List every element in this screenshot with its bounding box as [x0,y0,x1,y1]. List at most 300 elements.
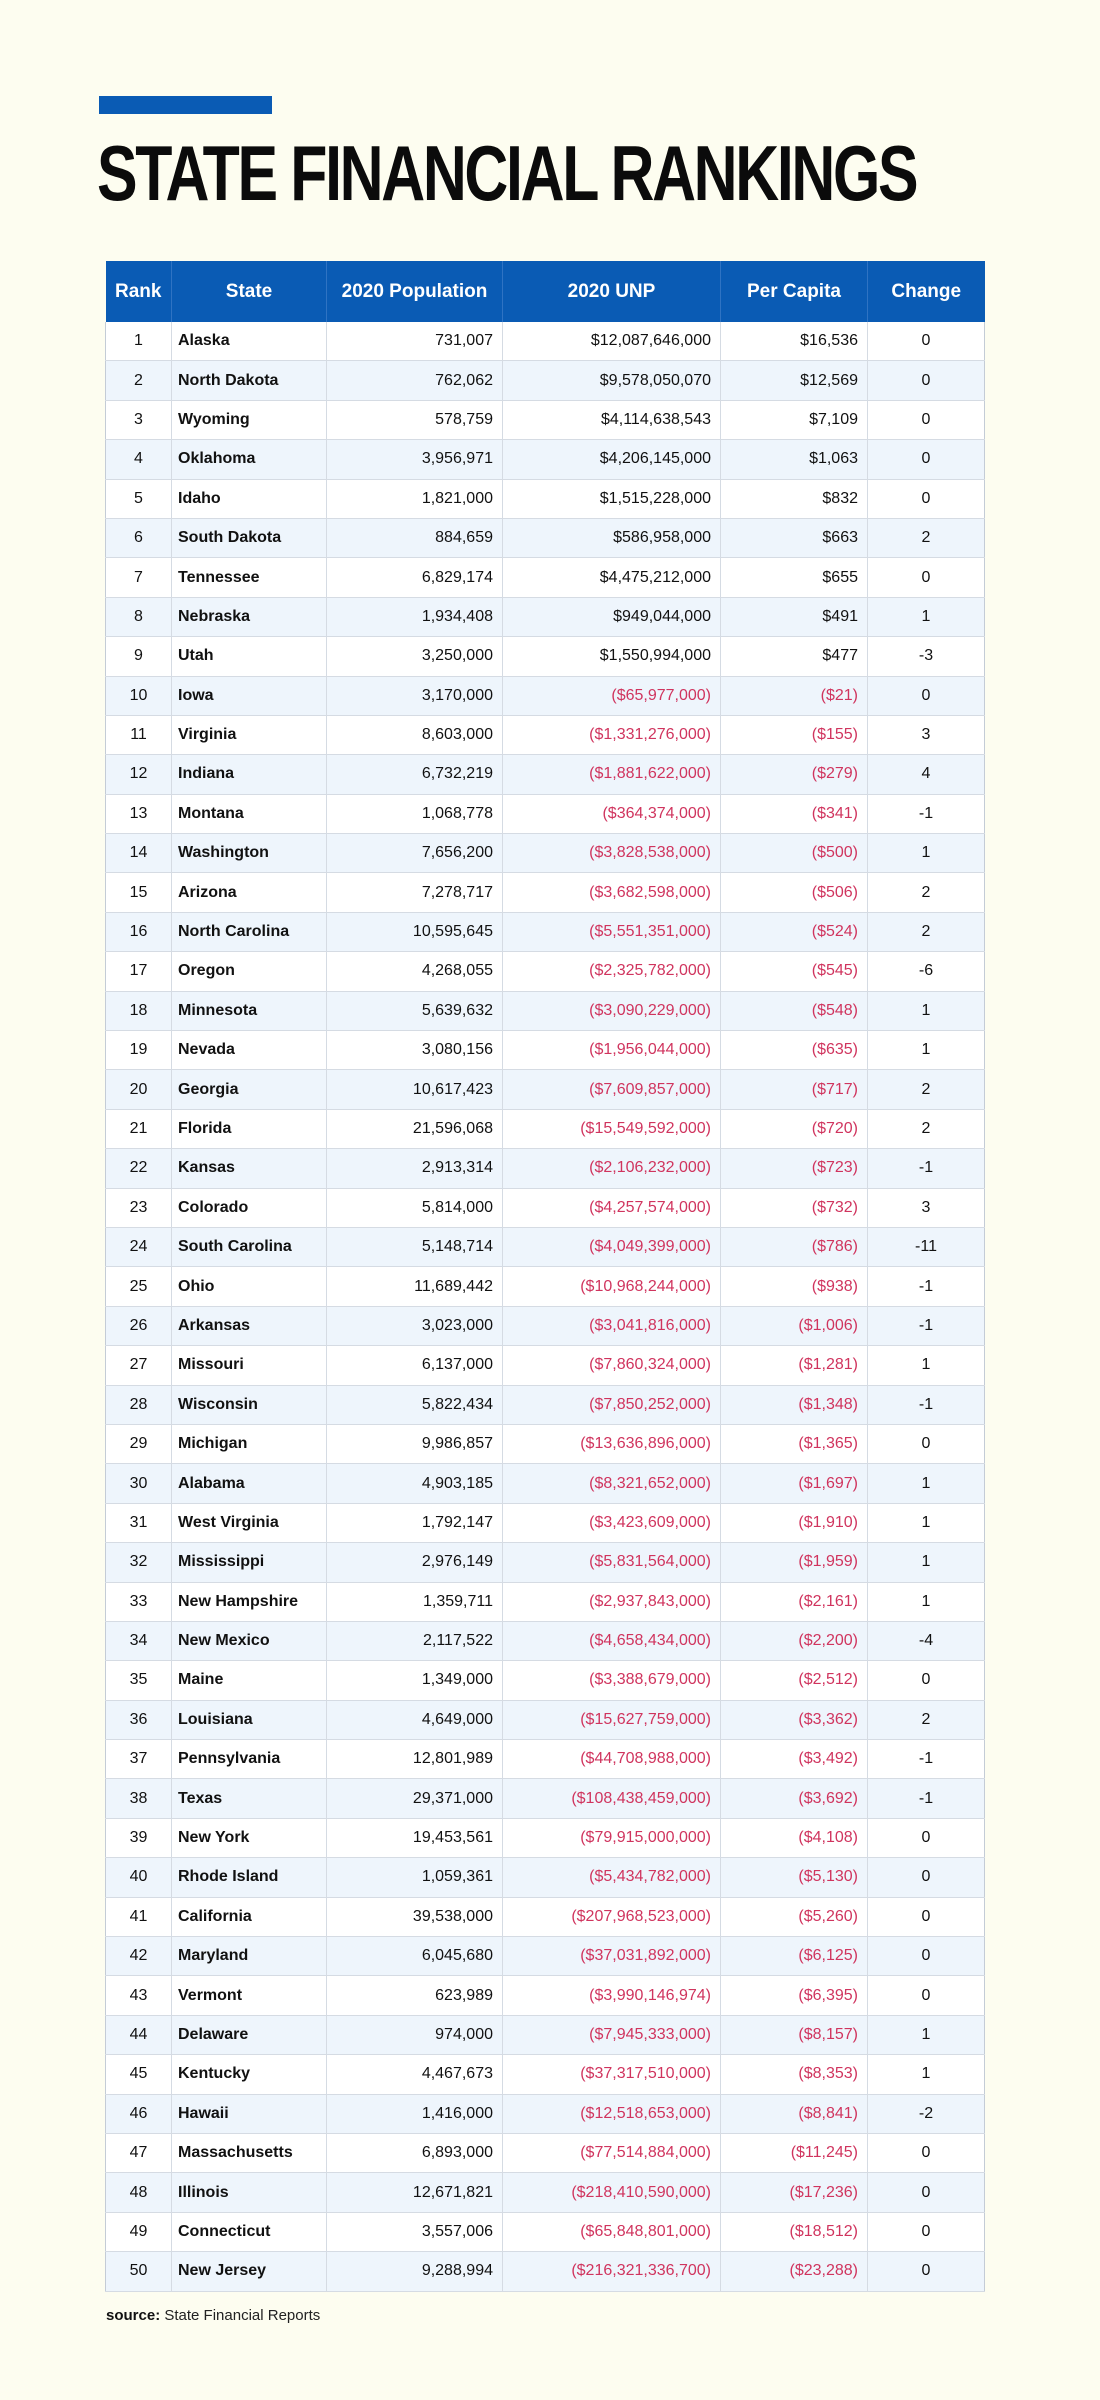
table-row [106,952,985,991]
table-row [106,2094,985,2133]
rank-cell: 38 [106,1779,172,1818]
table-row [106,1346,985,1385]
per-capita-cell: ($6,125) [721,1937,868,1976]
per-capita-cell: $7,109 [721,400,868,439]
state-cell: New York [172,1818,327,1857]
rank-cell: 16 [106,912,172,951]
rank-cell: 31 [106,1503,172,1542]
unp-cell: $4,475,212,000 [503,558,721,597]
per-capita-cell: ($8,353) [721,2055,868,2094]
unp-cell: ($44,708,988,000) [503,1740,721,1779]
change-cell: -4 [868,1621,985,1660]
state-cell: Alaska [172,322,327,361]
rank-cell: 28 [106,1385,172,1424]
per-capita-cell: $655 [721,558,868,597]
rank-cell: 50 [106,2252,172,2291]
per-capita-cell: ($548) [721,991,868,1030]
state-cell: New Jersey [172,2252,327,2291]
unp-cell: ($15,549,592,000) [503,1109,721,1148]
change-cell: 0 [868,1976,985,2015]
per-capita-cell: ($732) [721,1188,868,1227]
per-capita-cell: ($545) [721,952,868,991]
unp-cell: ($37,317,510,000) [503,2055,721,2094]
unp-cell: ($1,881,622,000) [503,755,721,794]
table-row [106,755,985,794]
unp-cell: ($5,831,564,000) [503,1543,721,1582]
page-title: STATE FINANCIAL RANKINGS [97,129,917,217]
per-capita-cell: ($341) [721,794,868,833]
state-cell: Rhode Island [172,1858,327,1897]
unp-cell: ($4,049,399,000) [503,1227,721,1266]
rank-cell: 21 [106,1109,172,1148]
change-cell: -1 [868,794,985,833]
unp-cell: ($3,041,816,000) [503,1306,721,1345]
population-cell: 9,986,857 [327,1424,503,1463]
per-capita-cell: ($1,365) [721,1424,868,1463]
unp-cell: ($7,850,252,000) [503,1385,721,1424]
state-cell: Nevada [172,1031,327,1070]
per-capita-cell: $663 [721,518,868,557]
table-row [106,597,985,636]
table-row [106,518,985,557]
unp-cell: ($13,636,896,000) [503,1424,721,1463]
rank-cell: 27 [106,1346,172,1385]
change-cell: -1 [868,1779,985,1818]
rank-cell: 32 [106,1543,172,1582]
state-cell: North Carolina [172,912,327,951]
table-row [106,1543,985,1582]
rank-cell: 30 [106,1464,172,1503]
state-cell: Michigan [172,1424,327,1463]
population-cell: 6,732,219 [327,755,503,794]
state-cell: New Mexico [172,1621,327,1660]
unp-cell: ($207,968,523,000) [503,1897,721,1936]
column-header: State [172,261,327,322]
change-cell: 0 [868,322,985,361]
rank-cell: 26 [106,1306,172,1345]
population-cell: 1,416,000 [327,2094,503,2133]
per-capita-cell: ($279) [721,755,868,794]
state-cell: Utah [172,637,327,676]
rank-cell: 47 [106,2133,172,2172]
table-row [106,1818,985,1857]
table-row [106,1227,985,1266]
unp-cell: ($65,848,801,000) [503,2212,721,2251]
per-capita-cell: ($17,236) [721,2173,868,2212]
unp-cell: ($2,106,232,000) [503,1149,721,1188]
unp-cell: ($4,658,434,000) [503,1621,721,1660]
table-row [106,2212,985,2251]
change-cell: 1 [868,1582,985,1621]
population-cell: 5,822,434 [327,1385,503,1424]
state-cell: Minnesota [172,991,327,1030]
rank-cell: 24 [106,1227,172,1266]
column-header: 2020 Population [327,261,503,322]
rank-cell: 2 [106,361,172,400]
change-cell: -3 [868,637,985,676]
table-row [106,1779,985,1818]
unp-cell: ($218,410,590,000) [503,2173,721,2212]
rank-cell: 6 [106,518,172,557]
change-cell: 2 [868,1070,985,1109]
per-capita-cell: ($155) [721,715,868,754]
rank-cell: 39 [106,1818,172,1857]
state-cell: Florida [172,1109,327,1148]
rank-cell: 48 [106,2173,172,2212]
column-header: Per Capita [721,261,868,322]
rank-cell: 22 [106,1149,172,1188]
state-cell: Washington [172,834,327,873]
table-row [106,2015,985,2054]
change-cell: -1 [868,1385,985,1424]
population-cell: 974,000 [327,2015,503,2054]
population-cell: 21,596,068 [327,1109,503,1148]
population-cell: 6,137,000 [327,1346,503,1385]
change-cell: 1 [868,1031,985,1070]
change-cell: -11 [868,1227,985,1266]
state-cell: Oklahoma [172,440,327,479]
unp-cell: $4,114,638,543 [503,400,721,439]
table-row [106,1937,985,1976]
population-cell: 12,801,989 [327,1740,503,1779]
population-cell: 3,170,000 [327,676,503,715]
state-cell: Delaware [172,2015,327,2054]
per-capita-cell: ($6,395) [721,1976,868,2015]
state-cell: Illinois [172,2173,327,2212]
rank-cell: 5 [106,479,172,518]
change-cell: -1 [868,1149,985,1188]
unp-cell: ($216,321,336,700) [503,2252,721,2291]
title-accent-bar [99,96,272,114]
unp-cell: ($5,434,782,000) [503,1858,721,1897]
table-row [106,2252,985,2291]
table-row [106,2133,985,2172]
population-cell: 1,934,408 [327,597,503,636]
state-cell: California [172,1897,327,1936]
unp-cell: ($7,860,324,000) [503,1346,721,1385]
unp-cell: ($7,945,333,000) [503,2015,721,2054]
table-row [106,2173,985,2212]
per-capita-cell: ($938) [721,1267,868,1306]
rankings-table-container [105,261,984,2292]
per-capita-cell: ($723) [721,1149,868,1188]
per-capita-cell: ($1,959) [721,1543,868,1582]
population-cell: 7,278,717 [327,873,503,912]
population-cell: 1,359,711 [327,1582,503,1621]
state-cell: South Dakota [172,518,327,557]
table-row [106,400,985,439]
population-cell: 2,976,149 [327,1543,503,1582]
change-cell: 0 [868,1937,985,1976]
per-capita-cell: ($3,362) [721,1700,868,1739]
table-row [106,1306,985,1345]
unp-cell: ($364,374,000) [503,794,721,833]
unp-cell: ($65,977,000) [503,676,721,715]
state-cell: Kentucky [172,2055,327,2094]
per-capita-cell: ($5,260) [721,1897,868,1936]
rank-cell: 15 [106,873,172,912]
population-cell: 2,913,314 [327,1149,503,1188]
change-cell: 1 [868,1464,985,1503]
population-cell: 29,371,000 [327,1779,503,1818]
population-cell: 10,595,645 [327,912,503,951]
change-cell: 1 [868,834,985,873]
rank-cell: 25 [106,1267,172,1306]
change-cell: 2 [868,873,985,912]
population-cell: 4,268,055 [327,952,503,991]
population-cell: 5,639,632 [327,991,503,1030]
population-cell: 10,617,423 [327,1070,503,1109]
population-cell: 5,148,714 [327,1227,503,1266]
state-cell: Missouri [172,1346,327,1385]
population-cell: 11,689,442 [327,1267,503,1306]
state-cell: Connecticut [172,2212,327,2251]
column-header: Change [868,261,985,322]
table-row [106,991,985,1030]
rank-cell: 20 [106,1070,172,1109]
per-capita-cell: ($1,910) [721,1503,868,1542]
table-row [106,834,985,873]
rank-cell: 12 [106,755,172,794]
change-cell: 0 [868,676,985,715]
per-capita-cell: $477 [721,637,868,676]
population-cell: 2,117,522 [327,1621,503,1660]
per-capita-cell: ($3,492) [721,1740,868,1779]
state-cell: Ohio [172,1267,327,1306]
change-cell: 2 [868,518,985,557]
change-cell: 1 [868,1503,985,1542]
state-cell: Arizona [172,873,327,912]
state-cell: Montana [172,794,327,833]
population-cell: 3,023,000 [327,1306,503,1345]
population-cell: 3,956,971 [327,440,503,479]
unp-cell: ($2,325,782,000) [503,952,721,991]
rank-cell: 14 [106,834,172,873]
population-cell: 6,893,000 [327,2133,503,2172]
table-row [106,715,985,754]
change-cell: 1 [868,597,985,636]
per-capita-cell: $1,063 [721,440,868,479]
unp-cell: ($1,956,044,000) [503,1031,721,1070]
rank-cell: 1 [106,322,172,361]
rank-cell: 23 [106,1188,172,1227]
state-cell: Hawaii [172,2094,327,2133]
per-capita-cell: $491 [721,597,868,636]
table-row [106,558,985,597]
population-cell: 4,903,185 [327,1464,503,1503]
table-row [106,1464,985,1503]
change-cell: 0 [868,2212,985,2251]
rank-cell: 18 [106,991,172,1030]
per-capita-cell: ($18,512) [721,2212,868,2251]
unp-cell: ($3,828,538,000) [503,834,721,873]
change-cell: -1 [868,1267,985,1306]
state-cell: New Hampshire [172,1582,327,1621]
population-cell: 4,467,673 [327,2055,503,2094]
table-row [106,1070,985,1109]
rank-cell: 42 [106,1937,172,1976]
table-row [106,1621,985,1660]
change-cell: 1 [868,1543,985,1582]
rank-cell: 40 [106,1858,172,1897]
change-cell: 0 [868,2173,985,2212]
change-cell: -1 [868,1740,985,1779]
population-cell: 3,250,000 [327,637,503,676]
unp-cell: ($8,321,652,000) [503,1464,721,1503]
table-row [106,440,985,479]
table-row [106,1976,985,2015]
unp-cell: ($5,551,351,000) [503,912,721,951]
state-cell: Pennsylvania [172,1740,327,1779]
population-cell: 6,045,680 [327,1937,503,1976]
per-capita-cell: $16,536 [721,322,868,361]
rank-cell: 45 [106,2055,172,2094]
unp-cell: $1,515,228,000 [503,479,721,518]
change-cell: -6 [868,952,985,991]
unp-cell: ($1,331,276,000) [503,715,721,754]
state-cell: Kansas [172,1149,327,1188]
change-cell: 4 [868,755,985,794]
change-cell: 0 [868,400,985,439]
rank-cell: 34 [106,1621,172,1660]
unp-cell: ($37,031,892,000) [503,1937,721,1976]
table-row [106,1424,985,1463]
population-cell: 1,792,147 [327,1503,503,1542]
rank-cell: 17 [106,952,172,991]
rank-cell: 4 [106,440,172,479]
unp-cell: $9,578,050,070 [503,361,721,400]
population-cell: 623,989 [327,1976,503,2015]
population-cell: 3,557,006 [327,2212,503,2251]
population-cell: 9,288,994 [327,2252,503,2291]
table-row [106,637,985,676]
population-cell: 5,814,000 [327,1188,503,1227]
per-capita-cell: ($4,108) [721,1818,868,1857]
rank-cell: 49 [106,2212,172,2251]
rank-cell: 13 [106,794,172,833]
column-header: 2020 UNP [503,261,721,322]
change-cell: 2 [868,1700,985,1739]
state-cell: North Dakota [172,361,327,400]
population-cell: 578,759 [327,400,503,439]
rank-cell: 36 [106,1700,172,1739]
state-cell: West Virginia [172,1503,327,1542]
unp-cell: $1,550,994,000 [503,637,721,676]
state-cell: Oregon [172,952,327,991]
change-cell: 0 [868,440,985,479]
change-cell: 0 [868,1424,985,1463]
table-row [106,322,985,361]
unp-cell: ($2,937,843,000) [503,1582,721,1621]
state-cell: Maine [172,1661,327,1700]
unp-cell: ($12,518,653,000) [503,2094,721,2133]
population-cell: 3,080,156 [327,1031,503,1070]
rank-cell: 46 [106,2094,172,2133]
table-row [106,479,985,518]
state-cell: Nebraska [172,597,327,636]
per-capita-cell: ($8,841) [721,2094,868,2133]
per-capita-cell: ($8,157) [721,2015,868,2054]
state-cell: Idaho [172,479,327,518]
rankings-table [105,261,985,2292]
table-header-row [106,261,985,322]
state-cell: Indiana [172,755,327,794]
per-capita-cell: ($21) [721,676,868,715]
rank-cell: 19 [106,1031,172,1070]
table-row [106,1149,985,1188]
rank-cell: 9 [106,637,172,676]
rank-cell: 44 [106,2015,172,2054]
change-cell: 2 [868,1109,985,1148]
rank-cell: 43 [106,1976,172,2015]
population-cell: 731,007 [327,322,503,361]
change-cell: 0 [868,558,985,597]
table-row [106,1385,985,1424]
per-capita-cell: ($1,697) [721,1464,868,1503]
unp-cell: ($10,968,244,000) [503,1267,721,1306]
change-cell: 0 [868,479,985,518]
table-row [106,1503,985,1542]
state-cell: Iowa [172,676,327,715]
unp-cell: ($3,388,679,000) [503,1661,721,1700]
table-row [106,676,985,715]
change-cell: 1 [868,2015,985,2054]
state-cell: Maryland [172,1937,327,1976]
source-note [106,2307,320,2324]
rank-cell: 35 [106,1661,172,1700]
unp-cell: ($79,915,000,000) [503,1818,721,1857]
population-cell: 8,603,000 [327,715,503,754]
per-capita-cell: ($3,692) [721,1779,868,1818]
state-cell: Louisiana [172,1700,327,1739]
table-row [106,1109,985,1148]
state-cell: South Carolina [172,1227,327,1266]
state-cell: Virginia [172,715,327,754]
change-cell: 0 [868,1858,985,1897]
per-capita-cell: ($2,161) [721,1582,868,1621]
table-row [106,794,985,833]
unp-cell: ($3,423,609,000) [503,1503,721,1542]
state-cell: Alabama [172,1464,327,1503]
rank-cell: 37 [106,1740,172,1779]
per-capita-cell: ($524) [721,912,868,951]
rank-cell: 3 [106,400,172,439]
population-cell: 12,671,821 [327,2173,503,2212]
per-capita-cell: ($720) [721,1109,868,1148]
population-cell: 39,538,000 [327,1897,503,1936]
change-cell: -1 [868,1306,985,1345]
population-cell: 1,068,778 [327,794,503,833]
population-cell: 884,659 [327,518,503,557]
population-cell: 762,062 [327,361,503,400]
rank-cell: 29 [106,1424,172,1463]
state-cell: Arkansas [172,1306,327,1345]
per-capita-cell: ($23,288) [721,2252,868,2291]
change-cell: 0 [868,1897,985,1936]
change-cell: 3 [868,1188,985,1227]
table-row [106,1267,985,1306]
unp-cell: ($108,438,459,000) [503,1779,721,1818]
unp-cell: ($77,514,884,000) [503,2133,721,2172]
change-cell: 0 [868,2252,985,2291]
per-capita-cell: $832 [721,479,868,518]
state-cell: Texas [172,1779,327,1818]
state-cell: Tennessee [172,558,327,597]
source-text: State Financial Reports [164,2307,321,2324]
change-cell: 0 [868,1818,985,1857]
state-cell: Georgia [172,1070,327,1109]
state-cell: Colorado [172,1188,327,1227]
